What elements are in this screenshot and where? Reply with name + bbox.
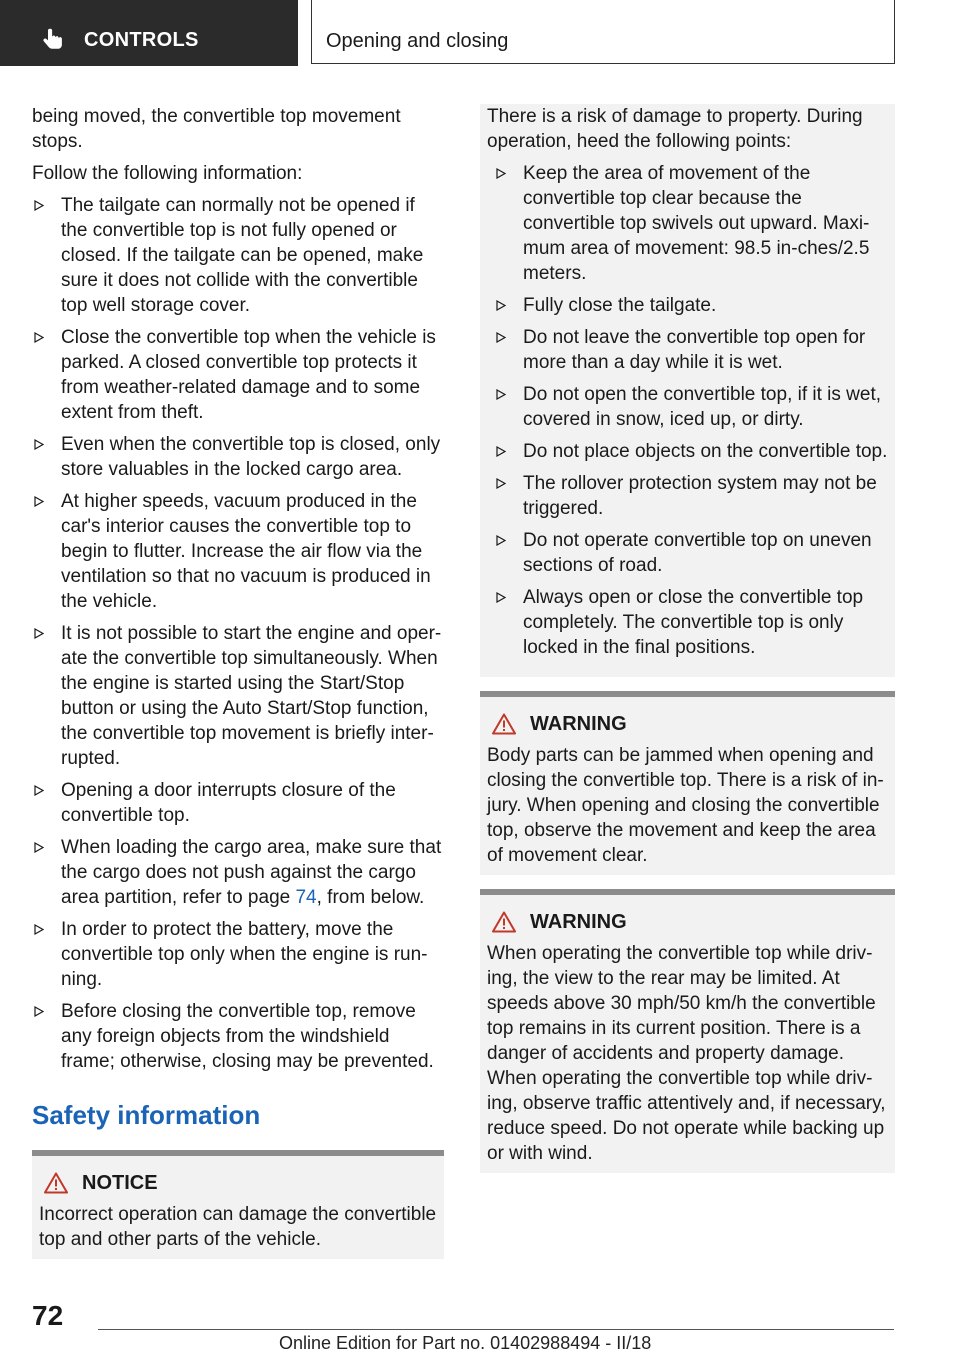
notice-label: NOTICE bbox=[82, 1171, 158, 1194]
triangle-bullet-icon bbox=[34, 785, 44, 796]
list-item: When loading the cargo area, make sure that the cargo does not push against the cargo area partition, refer to page 74, from below. bbox=[32, 835, 444, 910]
list-item: Fully close the tailgate. bbox=[494, 293, 888, 318]
warning-box bbox=[480, 889, 895, 1173]
edition-text: Online Edition for Part no. 01402988494 - II/18 bbox=[279, 1333, 652, 1353]
triangle-bullet-icon bbox=[34, 439, 44, 450]
property-intro: There is a risk of damage to property. During operation, heed the following points: bbox=[487, 106, 863, 152]
triangle-bullet-icon bbox=[496, 168, 506, 179]
warning-label: WARNING bbox=[530, 910, 627, 933]
intro-line: Follow the following information: bbox=[32, 163, 303, 184]
list-item: Before closing the convertible top, remove any foreign objects from the windshield frame; otherwise, closing may be prevented. bbox=[32, 999, 444, 1074]
list-item: Do not place objects on the convertible top. bbox=[494, 439, 888, 464]
warning-text: When operating the convertible top while driv-ing, the view to the rear may be limited. At speeds above 30 mph/50 km/h the convertible top remains in its current position. There is a danger of accidents and property damage. When operating the convertible top while driv-ing, observe traffic attentively and, if necessary, reduce speed. Do not operate while backing up or with wind. bbox=[487, 943, 886, 1164]
list-item: Even when the convertible top is closed, only store valuables in the locked cargo area. bbox=[32, 432, 444, 482]
info-list bbox=[32, 193, 444, 1074]
warning-box bbox=[480, 691, 895, 875]
triangle-bullet-icon bbox=[34, 842, 44, 853]
triangle-bullet-icon bbox=[496, 535, 506, 546]
list-item: At higher speeds, vacuum produced in the car's interior causes the convertible top to begin to flutter. Increase the air flow via the ventilation so that no vacuum is produced in the vehicle. bbox=[32, 489, 444, 614]
triangle-bullet-icon bbox=[496, 300, 506, 311]
warning-text: Body parts can be jammed when opening and closing the convertible top. There is a risk of in-jury. When opening and closing the convertible top, observe the movement and keep the area of movement clear. bbox=[487, 745, 884, 866]
list-item: Always open or close the convertible top completely. The convertible top is only locked in the final positions. bbox=[494, 585, 888, 660]
warning-header bbox=[487, 707, 888, 741]
triangle-bullet-icon bbox=[34, 924, 44, 935]
warning-triangle-icon bbox=[492, 911, 516, 933]
list-item: It is not possible to start the engine and oper-ate the convertible top simultaneously. When the engine is started using the Start/Stop button or using the Auto Start/Stop function, the convertible top movement is briefly inter-rupted. bbox=[32, 621, 444, 771]
warning-triangle-icon bbox=[492, 713, 516, 735]
list-item: Keep the area of movement of the convertible top clear because the convertible top swivels out upward. Maxi-mum area of movement: 98.5 in-ches/2.5 meters. bbox=[494, 161, 888, 286]
list-item: Do not leave the convertible top open for more than a day while it is wet. bbox=[494, 325, 888, 375]
list-item: Do not open the convertible top, if it is wet, covered in snow, iced up, or dirty. bbox=[494, 382, 888, 432]
notice-header bbox=[39, 1166, 437, 1200]
triangle-bullet-icon bbox=[496, 592, 506, 603]
footer-divider bbox=[98, 1329, 894, 1330]
triangle-bullet-icon bbox=[34, 200, 44, 211]
list-item: The tailgate can normally not be opened if the convertible top is not fully opened or closed. If the tailgate can be opened, make sure it does not collide with the convertible top well storage cover. bbox=[32, 193, 444, 318]
section-tab bbox=[0, 0, 298, 66]
notice-text: Incorrect operation can damage the convertible top and other parts of the vehicle. bbox=[39, 1204, 437, 1250]
right-column bbox=[480, 104, 895, 1187]
triangle-bullet-icon bbox=[34, 332, 44, 343]
page-number: 72 bbox=[32, 1300, 64, 1331]
list-item: Do not operate convertible top on uneven sections of road. bbox=[494, 528, 888, 578]
list-item: Close the convertible top when the vehicle is parked. A closed convertible top protects it from weather-related damage and to some extent from theft. bbox=[32, 325, 444, 425]
triangle-bullet-icon bbox=[496, 389, 506, 400]
left-column bbox=[32, 104, 444, 1273]
page-header bbox=[0, 0, 960, 66]
triangle-bullet-icon bbox=[34, 1006, 44, 1017]
chapter-tab bbox=[311, 0, 895, 64]
notice-box bbox=[32, 1150, 444, 1259]
intro-line: being moved, the convertible top movement stops. bbox=[32, 106, 401, 152]
warning-triangle-icon bbox=[44, 1172, 68, 1194]
list-item: The rollover protection system may not be triggered. bbox=[494, 471, 888, 521]
hand-pointer-icon bbox=[40, 26, 66, 52]
triangle-bullet-icon bbox=[496, 446, 506, 457]
section-heading: Safety information bbox=[32, 1100, 261, 1130]
property-box bbox=[480, 104, 895, 677]
section-label: CONTROLS bbox=[84, 29, 199, 51]
page-ref-link[interactable]: 74 bbox=[295, 887, 317, 908]
chapter-title: Opening and closing bbox=[326, 30, 509, 52]
warning-label: WARNING bbox=[530, 712, 627, 735]
triangle-bullet-icon bbox=[34, 496, 44, 507]
warning-header bbox=[487, 905, 888, 939]
list-item: In order to protect the battery, move the convertible top only when the engine is run-ning. bbox=[32, 917, 444, 992]
property-list bbox=[487, 161, 888, 660]
triangle-bullet-icon bbox=[34, 628, 44, 639]
triangle-bullet-icon bbox=[496, 332, 506, 343]
list-item: Opening a door interrupts closure of the convertible top. bbox=[32, 778, 444, 828]
triangle-bullet-icon bbox=[496, 478, 506, 489]
